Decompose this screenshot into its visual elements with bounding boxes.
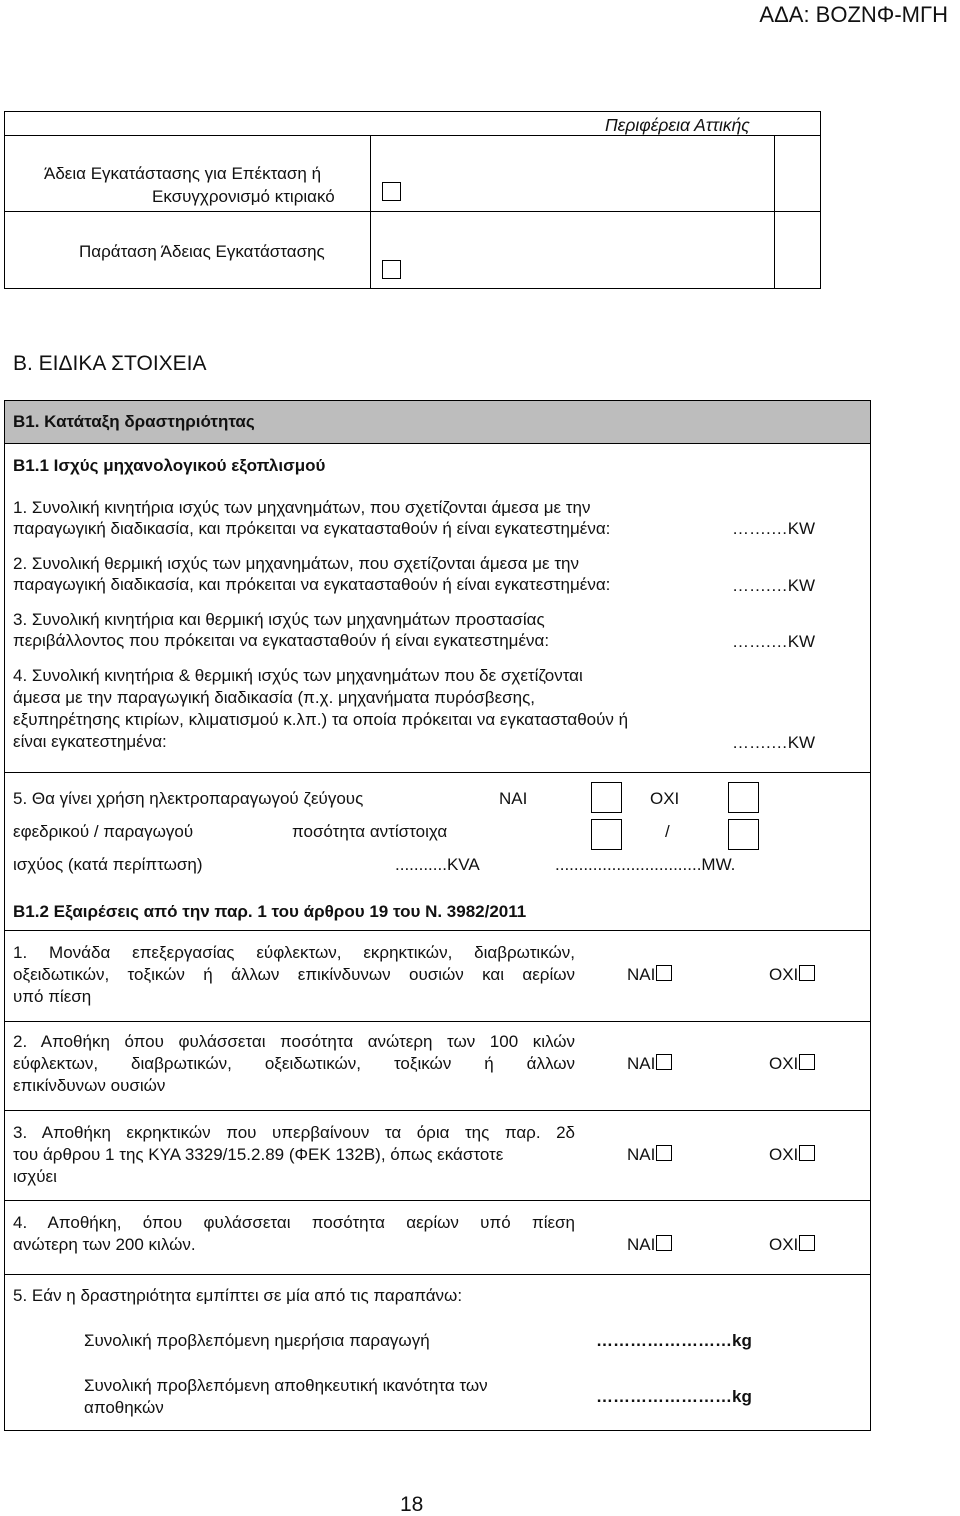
exception-3-no[interactable] — [769, 1144, 815, 1166]
exception-3-yes-label: ΝΑΙ — [627, 1145, 656, 1164]
exception-3-line2: του άρθρου 1 της ΚΥΑ 3329/15.2.89 (ΦΕΚ 132Β), όπως εκάστοτε — [13, 1145, 504, 1164]
power-item-1-value[interactable]: …….…KW — [732, 519, 816, 538]
storage-capacity-line1: Συνολική προβλεπόμενη αποθηκευτική ικανότητα των — [84, 1376, 488, 1395]
generator-standby-label: εφεδρικού / παραγωγού — [13, 822, 194, 841]
power-item-1-line2: παραγωγική διαδικασία, και πρόκειται να εγκατασταθούν ή είναι εγκατεστημένα: — [13, 519, 611, 538]
exception-4-no-label: ΟΧΙ — [769, 1235, 799, 1254]
renewal-option: Παράταση Άδειας Εγκατάστασης — [79, 242, 325, 261]
extension-option-line1: Άδεια Εγκατάστασης για Επέκταση ή — [44, 164, 322, 183]
exception-2-yes-label: ΝΑΙ — [627, 1054, 656, 1073]
exception-1-no-label: ΟΧΙ — [769, 965, 799, 984]
power-item-4-line4: είναι εγκατεστημένα: — [13, 732, 167, 751]
power-item-4-value[interactable]: …….…KW — [732, 733, 816, 752]
power-item-4-line3: εξυπηρέτησης κτιρίων, κλιματισμού κ.λπ.) τα οποία πρόκειται να εγκατασταθούν ή — [13, 710, 629, 729]
b1-title: Β1. Κατάταξη δραστηριότητας — [13, 412, 255, 431]
exception-1-line1: 1. Μονάδα επεξεργασίας εύφλεκτων, εκρηκτικών, διαβρωτικών, — [13, 943, 575, 962]
power-item-2-value[interactable]: …….…KW — [732, 576, 816, 595]
region-label: Περιφέρεια Αττικής — [605, 115, 750, 135]
exception-2-line1: 2. Αποθήκη όπου φυλάσσεται ποσότητα ανώτερη των 100 κιλών — [13, 1032, 575, 1051]
power-item-3-line2: περιβάλλοντος που πρόκειται να εγκατασταθούν ή είναι εγκατεστημένα: — [13, 631, 550, 650]
exception-2-no-checkbox[interactable] — [799, 1054, 815, 1070]
ada-code: ΑΔΑ: ΒΟΖΝΦ-ΜΓΗ — [759, 2, 948, 27]
extension-option-line2: Εκσυγχρονισμό κτιριακό — [152, 187, 335, 206]
exception-3-no-checkbox[interactable] — [799, 1145, 815, 1161]
power-item-4-line1: 4. Συνολική κινητήρια & θερμική ισχύς των μηχανημάτων που δε σχετίζονται — [13, 666, 583, 685]
extension-checkbox[interactable] — [382, 182, 401, 201]
exception-3-line3: ισχύει — [13, 1167, 57, 1186]
generator-power-label: ισχύος (κατά περίπτωση) — [13, 855, 203, 874]
power-item-4-line2: άμεσα με την παραγωγική διαδικασία (π.χ. μηχανήματα πυρόσβεσης, — [13, 688, 536, 707]
generator-no-checkbox[interactable] — [728, 782, 759, 813]
exception-4-no[interactable] — [769, 1234, 815, 1256]
exception-1-yes-checkbox[interactable] — [656, 965, 672, 981]
exception-3-no-label: ΟΧΙ — [769, 1145, 799, 1164]
power-item-1-line1: 1. Συνολική κινητήρια ισχύς των μηχανημάτων, που σχετίζονται άμεσα με την — [13, 498, 591, 517]
exception-1-yes[interactable] — [627, 964, 672, 986]
generator-standby-checkbox[interactable] — [591, 819, 622, 850]
exception-4-no-checkbox[interactable] — [799, 1235, 815, 1251]
generator-producer-checkbox[interactable] — [728, 819, 759, 850]
page-number: 18 — [400, 1493, 424, 1516]
exception-3-yes[interactable] — [627, 1144, 672, 1166]
power-item-3-line1: 3. Συνολική κινητήρια και θερμική ισχύς των μηχανημάτων προστασίας — [13, 610, 545, 629]
exception-2-line2: εύφλεκτων, διαβρωτικών, οξειδωτικών, τοξικών ή άλλων — [13, 1054, 575, 1073]
daily-production-value[interactable]: ……………………kg — [596, 1331, 752, 1350]
storage-capacity-value[interactable]: ……………………kg — [596, 1387, 752, 1406]
exception-4-line2: ανώτερη των 200 κιλών. — [13, 1235, 196, 1254]
b12-title: Β1.2 Εξαιρέσεις από την παρ. 1 του άρθρου 19 του Ν. 3982/2011 — [13, 902, 527, 921]
daily-production-label: Συνολική προβλεπόμενη ημερήσια παραγωγή — [84, 1331, 430, 1350]
exception-2-no[interactable] — [769, 1053, 815, 1075]
power-item-2-line1: 2. Συνολική θερμική ισχύς των μηχανημάτων, που σχετίζονται άμεσα με την — [13, 554, 580, 573]
renewal-checkbox[interactable] — [382, 260, 401, 279]
generator-mw-field[interactable]: ...............................MW. — [555, 855, 736, 874]
exception-1-no[interactable] — [769, 964, 815, 986]
generator-kva-field[interactable]: ...........KVA — [395, 855, 480, 874]
generator-slash: / — [665, 822, 670, 841]
exception-2-yes[interactable] — [627, 1053, 672, 1075]
exception-2-yes-checkbox[interactable] — [656, 1054, 672, 1070]
exception-2-no-label: ΟΧΙ — [769, 1054, 799, 1073]
generator-question: 5. Θα γίνει χρήση ηλεκτροπαραγωγού ζεύγους — [13, 789, 364, 808]
exception-1-line3: υπό πίεση — [13, 987, 92, 1006]
item5-title: 5. Εάν η δραστηριότητα εμπίπτει σε μία από τις παραπάνω: — [13, 1286, 463, 1305]
generator-no-label: ΟΧΙ — [650, 789, 680, 808]
exception-1-no-checkbox[interactable] — [799, 965, 815, 981]
exception-1-yes-label: ΝΑΙ — [627, 965, 656, 984]
generator-yes-label: ΝΑΙ — [499, 789, 528, 808]
generator-quantity-label: ποσότητα αντίστοιχα — [292, 822, 448, 841]
exception-4-line1: 4. Αποθήκη, όπου φυλάσσεται ποσότητα αερίων υπό πίεση — [13, 1213, 575, 1232]
section-b-title: Β. ΕΙΔΙΚΑ ΣΤΟΙΧΕΙΑ — [13, 352, 207, 375]
exception-3-line1: 3. Αποθήκη εκρηκτικών που υπερβαίνουν τα όρια της παρ. 2δ — [13, 1123, 575, 1142]
power-item-3-value[interactable]: …….…KW — [732, 632, 816, 651]
b11-title: Β1.1 Ισχύς μηχανολογικού εξοπλισμού — [13, 456, 326, 475]
exception-1-line2: οξειδωτικών, τοξικών ή άλλων επικίνδυνων ουσιών και αερίων — [13, 965, 575, 984]
exception-4-yes-label: ΝΑΙ — [627, 1235, 656, 1254]
power-item-2-line2: παραγωγική διαδικασία, και πρόκειται να εγκατασταθούν ή είναι εγκατεστημένα: — [13, 575, 611, 594]
exception-2-line3: επικίνδυνων ουσιών — [13, 1076, 166, 1095]
storage-capacity-line2: αποθηκών — [84, 1398, 164, 1417]
exception-4-yes-checkbox[interactable] — [656, 1235, 672, 1251]
exception-4-yes[interactable] — [627, 1234, 672, 1256]
generator-yes-checkbox[interactable] — [591, 782, 622, 813]
exception-3-yes-checkbox[interactable] — [656, 1145, 672, 1161]
